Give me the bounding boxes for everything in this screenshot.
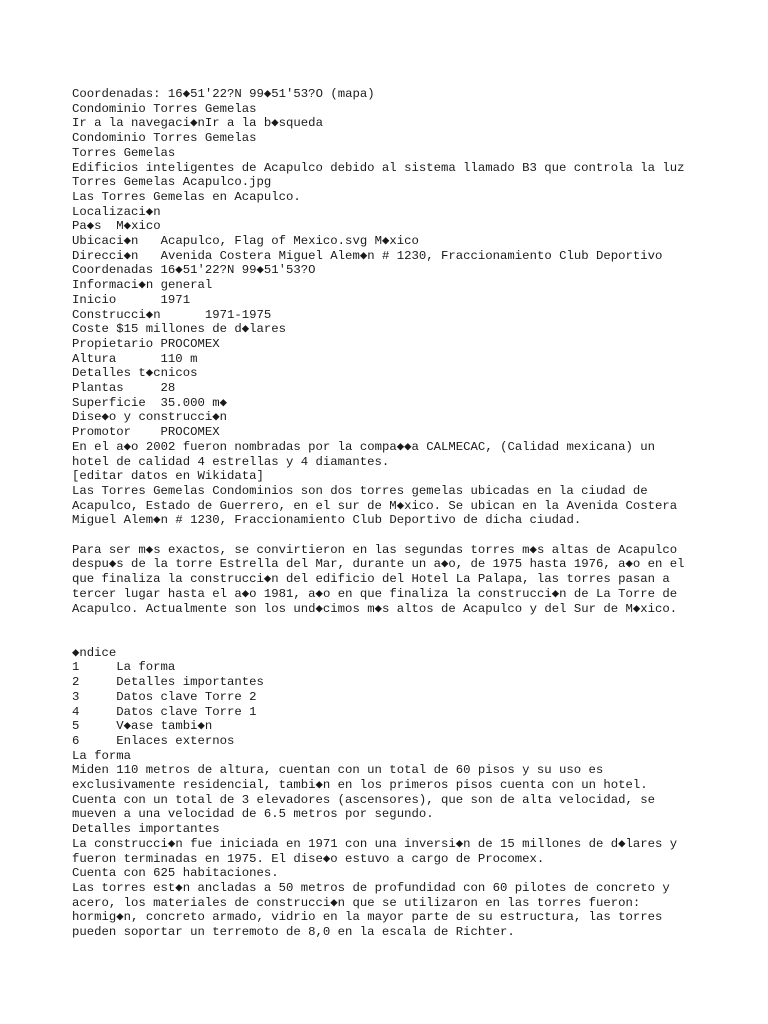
text-line: Cuenta con un total de 3 elevadores (ascensores), que son de alta velocidad, se — [72, 792, 655, 807]
text-line: Ubicaci◆n Acapulco, Flag of Mexico.svg M◆xico — [72, 234, 419, 249]
text-line: Detalles importantes — [72, 822, 220, 837]
text-line: exclusivamente residencial, tambi◆n en los primeros pisos cuenta con un hotel. — [72, 778, 648, 793]
text-line: Informaci◆n general — [72, 278, 213, 293]
index-section — [72, 646, 762, 749]
text-line: hormig◆n, concreto armado, vidrio en la mayor parte de su estructura, las torres — [72, 910, 663, 925]
text-line: Las Torres Gemelas en Acapulco. — [72, 189, 301, 204]
text-line: La forma — [72, 748, 132, 763]
intro-paragraph — [72, 543, 762, 617]
index-item: 3 Datos clave Torre 2 — [72, 689, 257, 704]
index-item: 2 Detalles importantes — [72, 675, 264, 690]
text-line: Acapulco. Actualmente son los und◆cimos m◆s altos de Acapulco y del Sur de M◆xico. — [72, 601, 678, 616]
text-line: Altura 110 m — [72, 351, 198, 366]
index-title: ◆ndice — [72, 645, 117, 660]
text-line: Para ser m◆s exactos, se convirtieron en las segundas torres m◆s altas de Acapulco — [72, 542, 678, 557]
text-line: Direcci◆n Avenida Costera Miguel Alem◆n # 1230, Fraccionamiento Club Deportivo — [72, 248, 663, 263]
text-line: Coste $15 millones de d◆lares — [72, 322, 287, 337]
text-line: Plantas 28 — [72, 381, 176, 396]
text-line: Miden 110 metros de altura, cuentan con un total de 60 pisos y su uso es — [72, 763, 604, 778]
text-line: despu◆s de la torre Estrella del Mar, durante un a◆o, de 1975 hasta 1976, a◆o en el — [72, 557, 685, 572]
text-line: Cuenta con 625 habitaciones. — [72, 866, 279, 881]
text-line: Condominio Torres Gemelas — [72, 131, 257, 146]
text-line: hotel de calidad 4 estrellas y 4 diamantes. — [72, 454, 390, 469]
body-section — [72, 749, 762, 940]
text-line: acero, los materiales de construcci◆n que se utilizaron en las torres fueron: — [72, 895, 641, 910]
text-line: tercer lugar hasta el a◆o 1981, a◆o en que finaliza la construcci◆n de La Torre de — [72, 586, 678, 601]
text-line: Coordenadas 16◆51'22?N 99◆51'53?O — [72, 263, 316, 278]
index-item: 5 V◆ase tambi◆n — [72, 719, 213, 734]
blank-line — [72, 528, 762, 543]
text-line: Construcci◆n 1971-1975 — [72, 307, 272, 322]
text-line: Coordenadas: 16◆51'22?N 99◆51'53?O (mapa) — [72, 87, 375, 101]
text-line: fueron terminadas en 1975. El dise◆o estuvo a cargo de Procomex. — [72, 851, 545, 866]
text-line: Edificios inteligentes de Acapulco debido al sistema llamado B3 que controla la luz — [72, 160, 685, 175]
index-item: 4 Datos clave Torre 1 — [72, 704, 257, 719]
text-line: En el a◆o 2002 fueron nombradas por la compa◆◆a CALMECAC, (Calidad mexicana) un — [72, 439, 656, 454]
index-list — [72, 660, 762, 748]
text-line: La construcci◆n fue iniciada en 1971 con una inversi◆n de 15 millones de d◆lares y — [72, 836, 678, 851]
text-line: Propietario PROCOMEX — [72, 336, 220, 351]
text-line: Inicio 1971 — [72, 292, 191, 307]
text-line: Superficie 35.000 m◆ — [72, 395, 227, 410]
text-line: Acapulco, Estado de Guerrero, en el sur de M◆xico. Se ubican en la Avenida Costera — [72, 498, 678, 513]
text-line: mueven a una velocidad de 6.5 metros por segundo. — [72, 807, 434, 822]
text-line: Dise◆o y construcci◆n — [72, 410, 228, 425]
document-page — [72, 87, 762, 940]
text-line: que finaliza la construcci◆n del edificio del Hotel La Palapa, las torres pasan a — [72, 572, 670, 587]
text-line: Detalles t◆cnicos — [72, 366, 198, 381]
blank-line — [72, 616, 762, 645]
text-line: Condominio Torres Gemelas — [72, 101, 257, 116]
text-line: [editar datos en Wikidata] — [72, 469, 264, 484]
text-line: Miguel Alem◆n # 1230, Fraccionamiento Club Deportivo de dicha ciudad. — [72, 513, 582, 528]
text-line: Pa◆s M◆xico — [72, 219, 161, 234]
text-line: Promotor PROCOMEX — [72, 425, 220, 440]
text-line: Ir a la navegaci◆nIr a la b◆squeda — [72, 116, 323, 131]
text-line: Las torres est◆n ancladas a 50 metros de profundidad con 60 pilotes de concreto y — [72, 880, 670, 895]
text-line: Torres Gemelas Acapulco.jpg — [72, 175, 272, 190]
header-section — [72, 87, 762, 205]
text-line: Las Torres Gemelas Condominios son dos torres gemelas ubicadas en la ciudad de — [72, 483, 648, 498]
text-line: Localizaci◆n — [72, 204, 161, 219]
index-item: 6 Enlaces externos — [72, 733, 235, 748]
index-item: 1 La forma — [72, 660, 176, 675]
text-line: pueden soportar un terremoto de 8,0 en la escala de Richter. — [72, 925, 515, 940]
infobox-section — [72, 205, 762, 528]
text-line: Torres Gemelas — [72, 145, 176, 160]
